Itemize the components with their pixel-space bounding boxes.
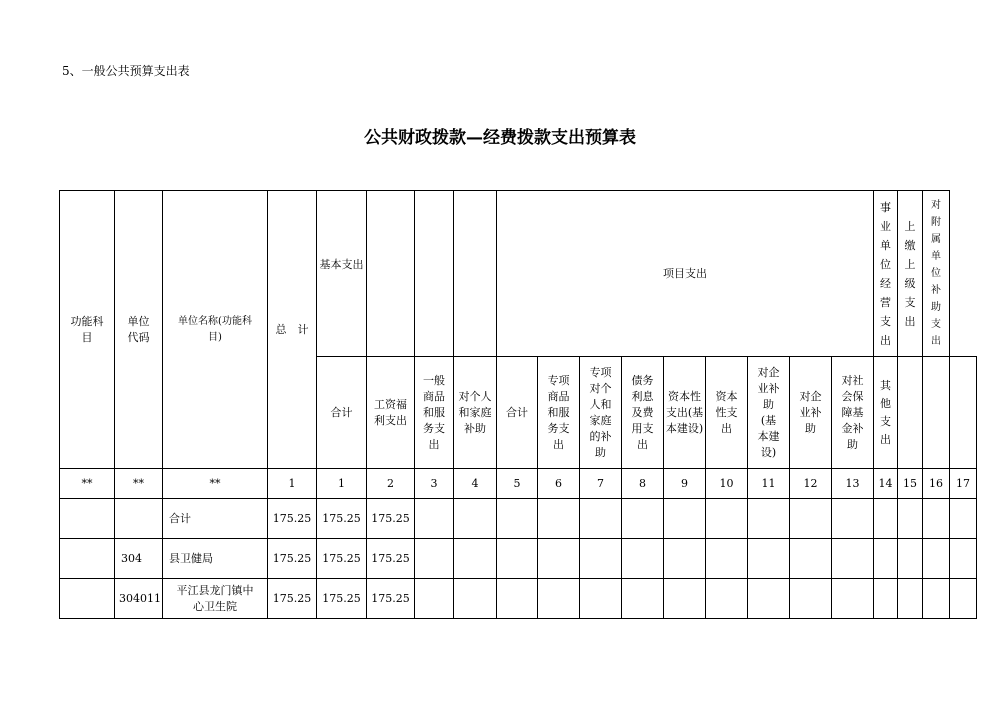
cell-total: 175.25 xyxy=(268,579,317,619)
header-project: 项目支出 xyxy=(497,191,874,357)
index-cell: 7 xyxy=(580,469,622,499)
header-total: 总 计 xyxy=(268,191,317,469)
header-debt xyxy=(622,357,664,469)
cell-total: 175.25 xyxy=(268,539,317,579)
cell-wage: 175.25 xyxy=(367,499,415,539)
index-cell: 6 xyxy=(538,469,580,499)
index-row xyxy=(60,469,977,499)
header-capital-basic-text: 资本性支出(基本建设) xyxy=(665,389,704,435)
header-basic-text: 基本支出 xyxy=(319,258,364,271)
index-cell: 15 xyxy=(898,469,923,499)
header-debt-text: 债务利息及费用支出 xyxy=(631,373,654,451)
cell-wage: 175.25 xyxy=(367,539,415,579)
table-row xyxy=(60,539,977,579)
header-personal xyxy=(454,357,497,469)
cell-name-text: 平江县龙门镇中心卫生院 xyxy=(176,583,254,613)
index-cell: 14 xyxy=(874,469,898,499)
index-cell: 1 xyxy=(268,469,317,499)
header-enterprise xyxy=(790,357,832,469)
header-unit-name: 单位名称(功能科目) xyxy=(163,191,268,469)
cell-total: 175.25 xyxy=(268,499,317,539)
header-unit-code: 单位代码 xyxy=(115,191,163,469)
header-basic-sum: 合计 xyxy=(317,357,367,469)
cell-basic-sum: 175.25 xyxy=(317,499,367,539)
header-proj-sum: 合计 xyxy=(497,357,538,469)
table-row xyxy=(60,499,977,539)
cell-code xyxy=(115,499,163,539)
header-blank-17 xyxy=(950,357,977,469)
cell-code: 304 xyxy=(115,539,163,579)
header-capital-basic xyxy=(664,357,706,469)
index-cell: 17 xyxy=(950,469,977,499)
header-subsidy-affiliated xyxy=(923,191,950,357)
index-cell: 2 xyxy=(367,469,415,499)
index-cell: 12 xyxy=(790,469,832,499)
index-cell: 10 xyxy=(706,469,748,499)
header-social xyxy=(832,357,874,469)
cell-wage: 175.25 xyxy=(367,579,415,619)
header-personal-text: 对个人和家庭补助 xyxy=(458,389,492,435)
header-special-goods-text: 专项商品和服务支出 xyxy=(547,373,570,451)
table-row xyxy=(60,579,977,619)
cell-func xyxy=(60,539,115,579)
header-enterprise-text: 对企业补助 xyxy=(799,389,822,435)
header-blank-15 xyxy=(898,357,923,469)
cell-name: 合计 xyxy=(163,499,268,539)
cell-basic-sum: 175.25 xyxy=(317,579,367,619)
header-special-goods xyxy=(538,357,580,469)
header-business xyxy=(874,191,898,357)
header-goods xyxy=(415,357,454,469)
header-other xyxy=(874,357,898,469)
index-cell: 1 xyxy=(317,469,367,499)
section-label: 5、一般公共预算支出表 xyxy=(62,64,190,78)
header-special-personal-text: 专项对个人和家庭的补助 xyxy=(589,365,612,459)
header-other-text: 其他支出 xyxy=(880,378,891,446)
header-func-subject: 功能科目 xyxy=(60,191,115,469)
header-blank-16 xyxy=(923,357,950,469)
header-basic-blank-3 xyxy=(454,191,497,357)
header-enterprise-basic xyxy=(748,357,790,469)
header-upper xyxy=(898,191,923,357)
header-basic-blank-2 xyxy=(415,191,454,357)
index-cell: ** xyxy=(163,469,268,499)
header-social-text: 对社会保障基金补助 xyxy=(841,373,864,451)
header-basic xyxy=(317,191,367,357)
header-basic-blank xyxy=(367,191,415,357)
cell-func xyxy=(60,579,115,619)
index-cell: 5 xyxy=(497,469,538,499)
header-upper-text: 上缴上级支出 xyxy=(904,219,916,328)
header-special-personal xyxy=(580,357,622,469)
index-cell: 11 xyxy=(748,469,790,499)
index-cell: ** xyxy=(115,469,163,499)
index-cell: 13 xyxy=(832,469,874,499)
header-wage xyxy=(367,357,415,469)
page-title: 公共财政拨款—经费拨款支出预算表 xyxy=(364,128,636,148)
cell-name: 县卫健局 xyxy=(163,539,268,579)
header-capital-text: 资本性支出 xyxy=(715,389,738,435)
header-wage-text: 工资福利支出 xyxy=(374,397,407,427)
header-business-text: 事业单位经营支出 xyxy=(880,200,891,347)
header-row-top xyxy=(60,191,977,357)
cell-basic-sum: 175.25 xyxy=(317,539,367,579)
index-cell: 16 xyxy=(923,469,950,499)
header-subsidy-affiliated-text: 对附属单位补助支出 xyxy=(931,200,941,347)
header-enterprise-basic-text: 对企业补助(基本建设) xyxy=(757,365,780,459)
index-cell: 4 xyxy=(454,469,497,499)
cell-code: 304011 xyxy=(115,579,163,619)
index-cell: 8 xyxy=(622,469,664,499)
header-goods-text: 一般商品和服务支出 xyxy=(423,373,445,451)
index-cell: 9 xyxy=(664,469,706,499)
cell-name xyxy=(163,579,268,619)
cell-func xyxy=(60,499,115,539)
budget-table xyxy=(59,190,977,619)
header-capital xyxy=(706,357,748,469)
index-cell: ** xyxy=(60,469,115,499)
index-cell: 3 xyxy=(415,469,454,499)
